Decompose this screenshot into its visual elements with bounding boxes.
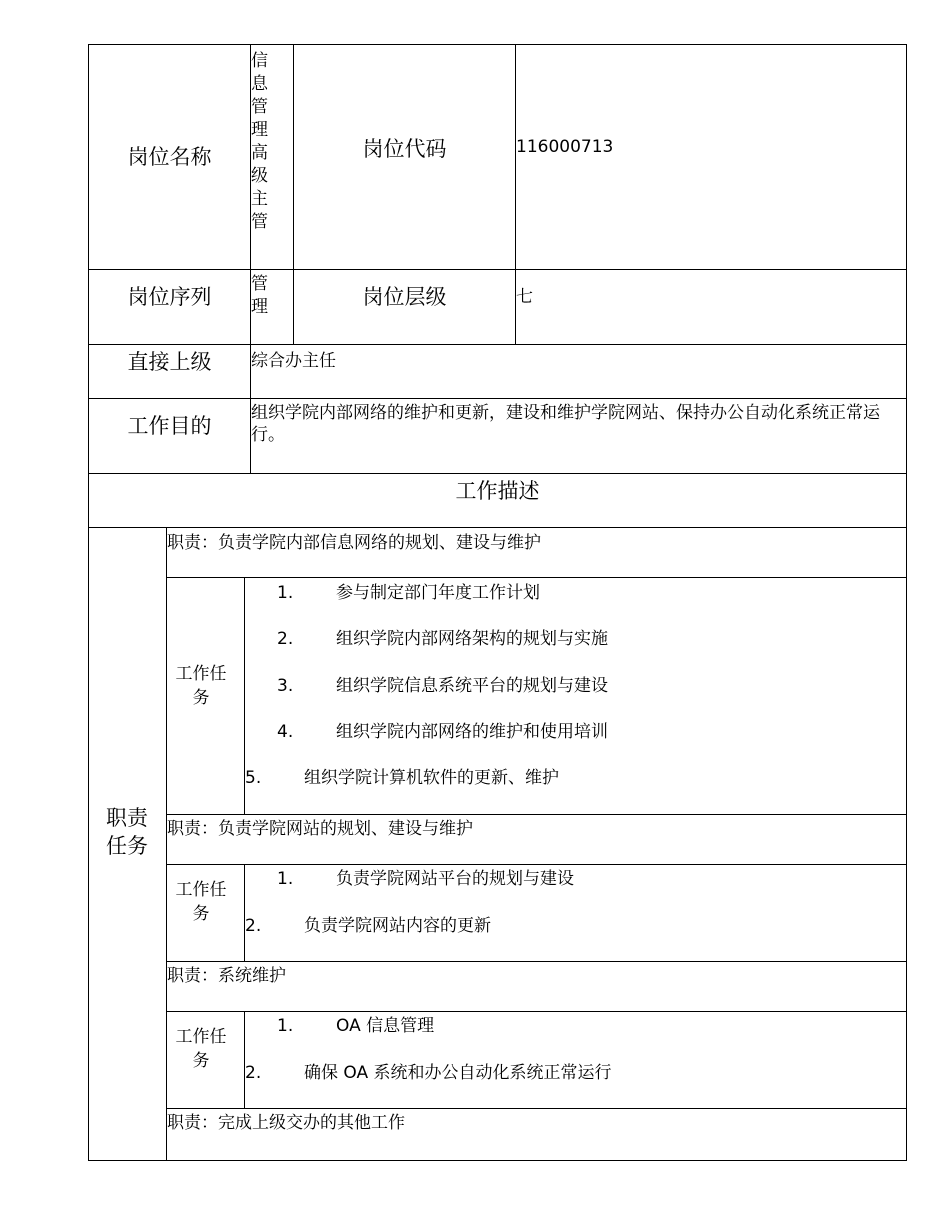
duties-label: 职责任务 [106, 806, 148, 858]
row-divider [166, 864, 907, 865]
duty-title: 职责：完成上级交办的其他工作 [167, 1113, 405, 1133]
duty-title: 职责：负责学院网站的规划、建设与维护 [167, 819, 473, 839]
purpose-label: 工作目的 [127, 414, 212, 438]
task-text: 组织学院内部网络的维护和使用培训 [336, 722, 608, 742]
col-divider [244, 1011, 245, 1108]
task-number: 2. [245, 1063, 262, 1083]
task-number: 5. [245, 768, 262, 788]
task-text: 组织学院内部网络架构的规划与实施 [336, 629, 608, 649]
task-text: 组织学院信息系统平台的规划与建设 [336, 676, 608, 696]
task-text: 参与制定部门年度工作计划 [336, 583, 540, 603]
purpose-value: 组织学院内部网络的维护和更新，建设和维护学院网站、保持办公自动化系统正常运行。 [251, 403, 880, 445]
position-code-label: 岗位代码 [362, 136, 447, 161]
task-number: 1. [277, 869, 294, 889]
row-divider [166, 961, 907, 962]
task-text: 确保 OA 系统和办公自动化系统正常运行 [304, 1063, 612, 1083]
superior-value: 综合办主任 [251, 351, 336, 371]
row-divider [88, 527, 907, 528]
level-value: 七 [516, 287, 533, 307]
description-title: 工作描述 [455, 479, 540, 503]
sequence-label: 岗位序列 [127, 285, 212, 309]
row-divider [166, 577, 907, 578]
position-name-value: 信息管理高级主管 [251, 51, 268, 232]
row-divider [166, 1108, 907, 1109]
position-code-value: 116000713 [516, 137, 614, 157]
duty-title: 职责：负责学院内部信息网络的规划、建设与维护 [167, 533, 541, 553]
task-text: 组织学院计算机软件的更新、维护 [304, 768, 559, 788]
task-text: OA 信息管理 [336, 1016, 435, 1036]
task-label: 工作任务 [175, 880, 227, 924]
sequence-value: 管理 [251, 274, 268, 317]
task-label: 工作任务 [175, 664, 227, 708]
task-number: 2. [277, 629, 294, 649]
task-number: 1. [277, 583, 294, 603]
position-name-label: 岗位名称 [127, 145, 212, 169]
row-divider [166, 1011, 907, 1012]
task-text: 负责学院网站平台的规划与建设 [336, 869, 574, 889]
task-label: 工作任务 [175, 1027, 227, 1071]
task-number: 4. [277, 722, 294, 742]
task-number: 2. [245, 916, 262, 936]
row-divider [166, 814, 907, 815]
col-divider [244, 864, 245, 961]
task-text: 负责学院网站内容的更新 [304, 916, 491, 936]
duty-title: 职责：系统维护 [167, 966, 286, 986]
task-number: 1. [277, 1016, 294, 1036]
level-label: 岗位层级 [362, 285, 447, 309]
superior-label: 直接上级 [127, 350, 212, 374]
col-divider [166, 527, 167, 1161]
task-number: 3. [277, 676, 294, 696]
